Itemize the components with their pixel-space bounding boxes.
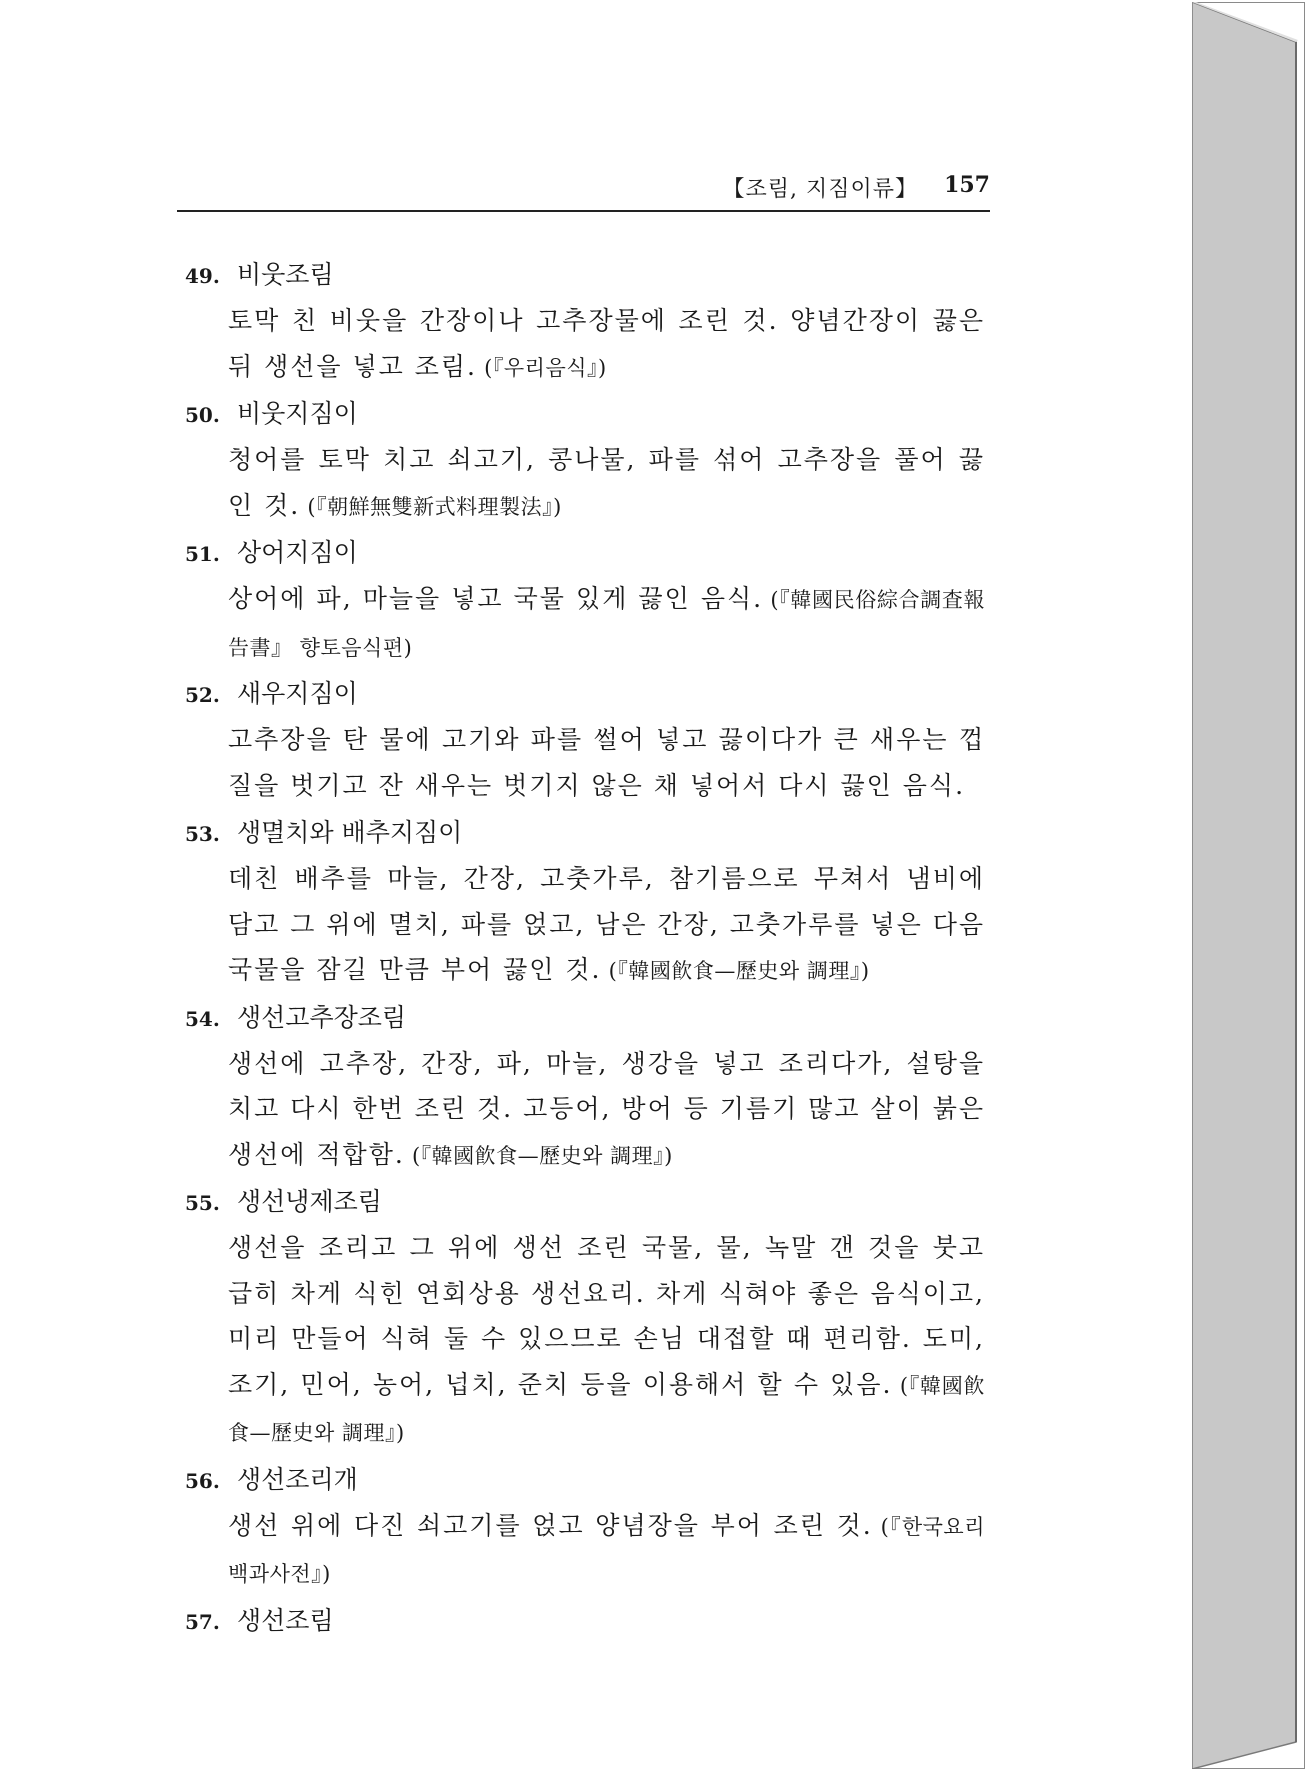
- entry-number: 49.: [185, 264, 220, 288]
- entry-text: 토막 친 비웃을 간장이나 고추장물에 조린 것. 양념간장이 끓은 뒤 생선을 넣고 조림.: [228, 306, 985, 381]
- entry-number: 51.: [185, 542, 220, 566]
- entry-title: 비웃지짐이: [237, 399, 358, 428]
- entry-heading: [185, 1179, 985, 1225]
- entry-description: [185, 1503, 985, 1598]
- entry: [185, 1457, 985, 1598]
- entry-source: (『韓國飮食—歷史와 調理』): [601, 959, 870, 983]
- section-title: 【조림, 지짐이류】: [722, 177, 918, 202]
- entry-description: [185, 576, 985, 671]
- entry: [185, 252, 985, 391]
- entry-text: 생선을 조리고 그 위에 생선 조린 국물, 물, 녹말 갠 것을 붓고 급히 차게 식힌 연회상용 생선요리. 차게 식혀야 좋은 음식이고, 미리 만들어 식혀 둘 수 있으므로 손님 대접할 때 편리함. 도미, 조기, 민어, 농어, 넙치, 준치 등을 이용해서 할 수 있음.: [228, 1233, 985, 1399]
- entry: [185, 391, 985, 530]
- entry-title: 상어지짐이: [237, 538, 358, 567]
- entry-heading: [185, 530, 985, 576]
- entry-title: 생선냉제조림: [237, 1187, 382, 1216]
- entry-heading: [185, 1457, 985, 1503]
- entry-title: 생선조리개: [237, 1464, 358, 1494]
- entry-list: [185, 252, 985, 1644]
- page-stack-shape: [1192, 2, 1305, 1769]
- entry-description: [185, 298, 985, 391]
- entry-description: [185, 717, 985, 810]
- entry-title: 생멸치와 배추지짐이: [237, 818, 463, 847]
- entry-heading: [185, 810, 985, 856]
- entry: [185, 530, 985, 671]
- entry-source: (『朝鮮無雙新式料理製法』): [300, 494, 562, 519]
- entry-text: 생선에 고추장, 간장, 파, 마늘, 생강을 넣고 조리다가, 설탕을 치고 다시 한번 조린 것. 고등어, 방어 등 기름기 많고 살이 붉은 생선에 적합함.: [228, 1048, 985, 1169]
- page-number: 157: [944, 172, 990, 198]
- entry-title: 비웃조림: [237, 260, 334, 289]
- entry-title: 새우지짐이: [237, 679, 358, 708]
- entry: [185, 810, 985, 995]
- entry-source: (『우리음식』): [477, 355, 607, 380]
- entry-heading: [185, 995, 985, 1041]
- entry-number: 55.: [185, 1191, 220, 1215]
- entry-title: 생선조림: [237, 1605, 334, 1635]
- entry-number: 57.: [185, 1609, 220, 1634]
- entry: [185, 671, 985, 810]
- book-page: [2, 2, 1193, 1769]
- entry-number: 52.: [185, 683, 220, 707]
- entry-description: [185, 437, 985, 530]
- entry-description: [185, 1041, 985, 1180]
- entry-text: 데친 배추를 마늘, 간장, 고춧가루, 참기름으로 무쳐서 냄비에 담고 그 위에 멸치, 파를 얹고, 남은 간장, 고춧가루를 넣은 다음 국물을 잠길 만큼 부어 끓인 것.: [228, 864, 985, 984]
- entry-text: 청어를 토막 치고 쇠고기, 콩나물, 파를 섞어 고추장을 풀어 끓인 것.: [228, 445, 985, 520]
- entry-heading: [185, 1598, 985, 1644]
- entry-heading: [185, 391, 985, 437]
- entry-source: (『韓國飮食—歷史와 調理』): [228, 1373, 985, 1445]
- entry-source: (『한국요리백과사전』): [228, 1514, 985, 1586]
- entry-text: 상어에 파, 마늘을 넣고 국물 있게 끓인 음식.: [228, 584, 764, 613]
- entry-heading: [185, 252, 985, 298]
- entry-heading: [185, 671, 985, 717]
- entry-number: 56.: [185, 1468, 220, 1493]
- entry: [185, 1179, 985, 1457]
- book-spine-edge: [1192, 2, 1305, 1769]
- entry: [185, 1598, 985, 1644]
- entry-text: 생선 위에 다진 쇠고기를 얹고 양념장을 부어 조린 것.: [228, 1510, 873, 1540]
- entry-description: [185, 1225, 985, 1457]
- running-header: [177, 170, 990, 212]
- entry-description: [185, 856, 985, 995]
- entry-number: 53.: [185, 822, 220, 846]
- entry-source: (『韓國飮食—歷史와 調理』): [404, 1143, 673, 1168]
- entry-text: 고추장을 탄 물에 고기와 파를 썰어 넣고 끓이다가 큰 새우는 껍질을 벗기고 잔 새우는 벗기지 않은 채 넣어서 다시 끓인 음식.: [228, 725, 985, 800]
- entry-number: 54.: [185, 1006, 220, 1031]
- entry-title: 생선고추장조림: [237, 1002, 407, 1032]
- entry-source: (『韓國民俗綜合調査報告書』 향토음식편): [228, 588, 986, 660]
- entry-number: 50.: [185, 403, 220, 427]
- entry: [185, 995, 985, 1180]
